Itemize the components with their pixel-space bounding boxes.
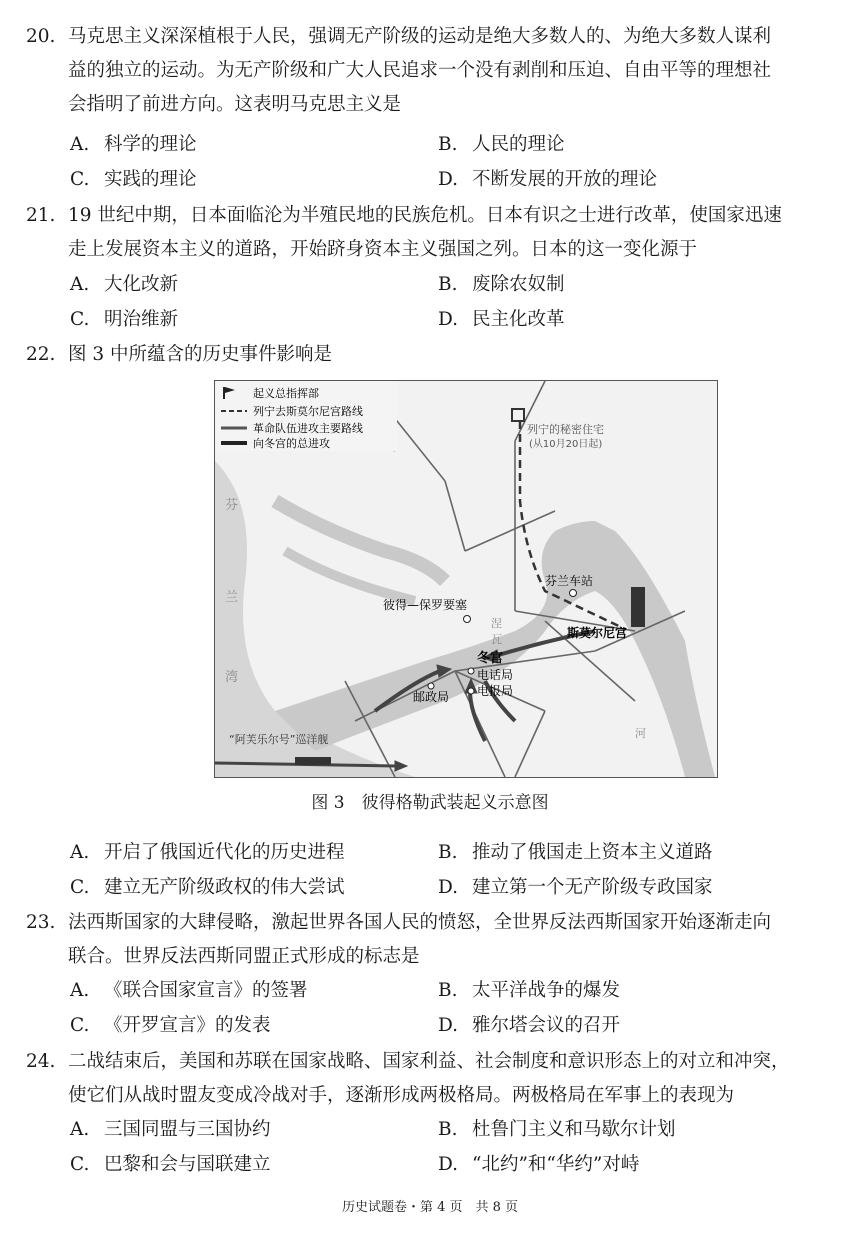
legend-item: 起义总指挥部 [253,387,319,400]
label-finland-station: 芬兰车站 [545,574,594,588]
aurora-cruiser-icon [295,757,331,765]
map-legend [215,381,397,451]
question-stem [68,906,836,974]
option-c[interactable]: C. 巴黎和会与国联建立 [70,1154,271,1175]
option-a[interactable]: A. 大化改新 [70,274,179,295]
option-b[interactable]: B. 太平洋战争的爆发 [438,980,621,1001]
option-d[interactable]: D. 民主化改革 [438,309,565,330]
stem-line: 19 世纪中期，日本面临沦为半殖民地的民族危机。日本有识之士进行改革，使国家迅速 [68,205,782,226]
map-figure [214,380,718,778]
option-d[interactable]: D. 不断发展的开放的理论 [438,169,658,190]
option-a[interactable]: A. 《联合国家宣言》的签署 [70,980,308,1001]
question-number: 20. [26,26,56,47]
question-number: 23. [26,912,56,933]
question-21 [26,199,836,267]
option-a[interactable]: A. 开启了俄国近代化的历史进程 [70,842,345,863]
label-lenin-home: 列宁的秘密住宅 [527,423,604,436]
label-gulf: 湾 [225,670,239,685]
label-river: 瓦 [491,633,502,646]
option-b[interactable]: B. 推动了俄国走上资本主义道路 [438,842,713,863]
label-river: 河 [635,727,646,740]
label-telephone: 电话局 [477,668,514,682]
question-stem [68,20,836,122]
option-d[interactable]: D. 雅尔塔会议的召开 [438,1015,621,1036]
stem-line: 马克思主义深深植根于人民，强调无产阶级的运动是绝大多数人的、为绝大多数人谋利 [68,26,772,47]
question-stem [68,1045,836,1113]
option-c[interactable]: C. 实践的理论 [70,169,197,190]
stem-line: 益的独立的运动。为无产阶级和广大人民追求一个没有剥削和压迫、自由平等的理想社 [68,60,772,81]
option-a[interactable]: A. 科学的理论 [70,134,197,155]
label-winter-palace: 冬宫 [477,651,504,666]
smolny-icon [631,587,645,627]
label-smolny: 斯莫尔尼宫 [567,626,628,640]
question-stem [68,338,836,372]
question-stem [68,199,836,267]
question-20 [26,20,836,122]
question-24 [26,1045,836,1113]
stem-line: 使它们从战时盟友变成冷战对手，逐渐形成两极格局。两极格局在军事上的表现为 [68,1085,735,1106]
question-23 [26,906,836,974]
stem-line: 联合。世界反法西斯同盟正式形成的标志是 [68,946,420,967]
option-c[interactable]: C. 明治维新 [70,309,179,330]
stem-line: 法西斯国家的大肆侵略，激起世界各国人民的愤怒，全世界反法西斯国家开始逐渐走向 [68,912,772,933]
option-b[interactable]: B. 人民的理论 [438,134,565,155]
label-gulf: 芬 [225,498,239,513]
figure-caption: 图 3 彼得格勒武装起义示意图 [311,793,549,813]
question-number: 22. [26,344,56,365]
stem-line: 走上发展资本主义的道路，开始跻身资本主义强国之列。日本的这一变化源于 [68,239,698,260]
option-a[interactable]: A. 三国同盟与三国协约 [70,1119,271,1140]
option-c[interactable]: C. 《开罗宣言》的发表 [70,1015,271,1036]
label-telegraph: 电报局 [477,684,514,698]
question-number: 24. [26,1051,56,1072]
flag-icon [223,387,225,399]
legend-item: 革命队伍进攻主要路线 [253,422,363,435]
question-22 [26,338,836,372]
petrograd-map [215,381,717,777]
stem-line: 二战结束后，美国和苏联在国家战略、国家利益、社会制度和意识形态上的对立和冲突， [68,1051,790,1072]
label-peter-paul: 彼得—保罗要塞 [383,598,468,612]
stem-line: 会指明了前进方向。这表明马克思主义是 [68,94,402,115]
question-number: 21. [26,205,56,226]
option-b[interactable]: B. 杜鲁门主义和马歇尔计划 [438,1119,676,1140]
label-aurora: “阿芙乐尔号”巡洋舰 [229,733,329,746]
legend-item: 列宁去斯莫尔尼宫路线 [253,405,363,418]
page-footer: 历史试题卷・第 4 页 共 8 页 [341,1200,519,1215]
label-post: 邮政局 [413,690,450,704]
label-gulf: 兰 [225,590,239,605]
label-lenin-date: (从10月20日起) [529,439,603,450]
option-c[interactable]: C. 建立无产阶级政权的伟大尝试 [70,877,345,898]
option-b[interactable]: B. 废除农奴制 [438,274,565,295]
option-d[interactable]: D. “北约”和“华约”对峙 [438,1154,640,1175]
option-d[interactable]: D. 建立第一个无产阶级专政国家 [438,877,713,898]
legend-item: 向冬宫的总进攻 [253,437,330,450]
stem-line: 图 3 中所蕴含的历史事件影响是 [68,344,333,365]
label-river: 涅 [491,617,502,630]
